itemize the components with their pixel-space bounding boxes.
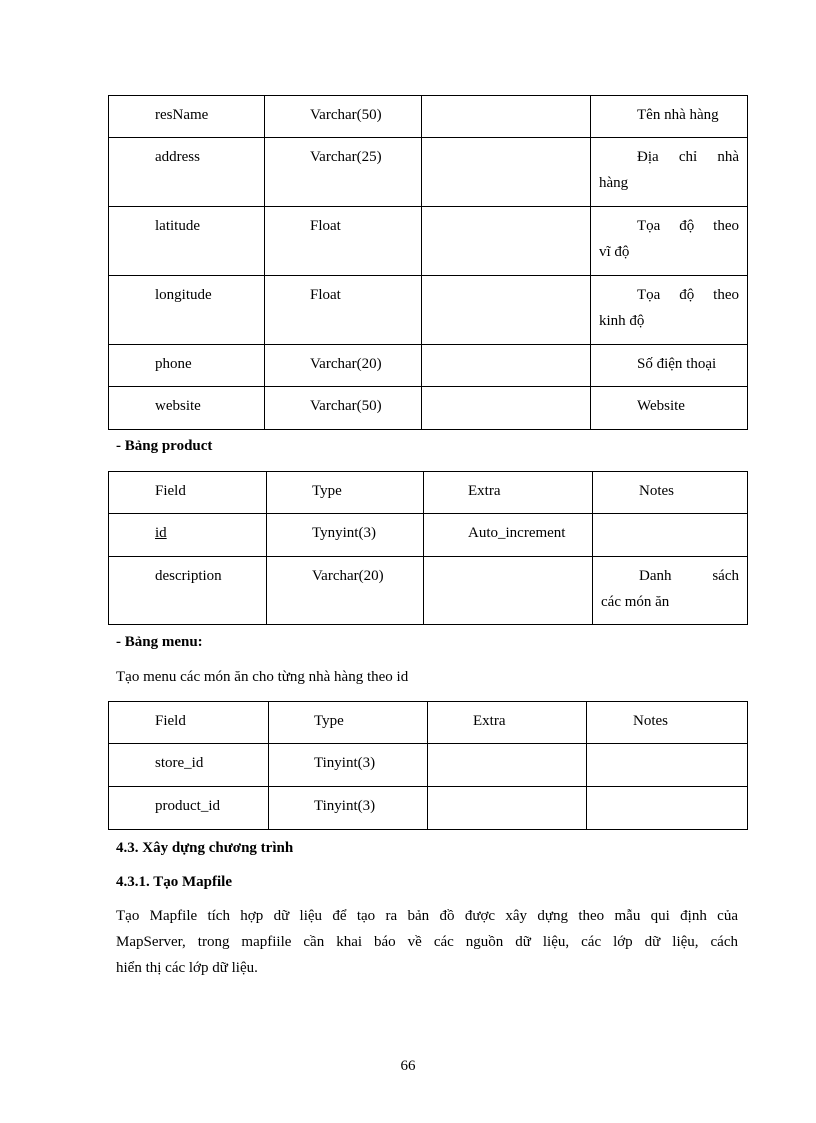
cell-extra — [422, 276, 591, 345]
cell-extra — [422, 96, 591, 138]
header-notes: Notes — [587, 702, 748, 744]
paragraph-line: Tạo Mapfile tích hợp dữ liệu để tạo ra bản đồ được xây dựng theo mẫu qui định của — [116, 908, 738, 924]
cell-field: latitude — [109, 207, 265, 276]
notes-line: Địa chỉ nhà — [637, 149, 739, 165]
cell-notes — [587, 787, 748, 830]
heading-4-3-1: 4.3.1. Tạo Mapfile — [116, 874, 232, 890]
menu-table — [108, 701, 748, 830]
table-row — [109, 387, 748, 430]
cell-notes — [591, 207, 748, 276]
product-table — [108, 471, 748, 625]
cell-notes — [591, 276, 748, 345]
cell-type: Varchar(25) — [265, 138, 422, 207]
header-extra: Extra — [424, 472, 593, 514]
cell-extra — [428, 787, 587, 830]
cell-field: store_id — [109, 744, 269, 787]
table-row — [109, 138, 748, 207]
cell-type: Varchar(20) — [265, 345, 422, 387]
header-type: Type — [267, 472, 424, 514]
cell-field: resName — [109, 96, 265, 138]
table-row — [109, 96, 748, 138]
section-heading-product: - Bảng product — [116, 438, 213, 454]
notes-line: các món ăn — [601, 594, 670, 610]
cell-extra — [422, 387, 591, 430]
paragraph-line: MapServer, trong mapfiile cần khai báo về các nguồn dữ liệu, các lớp dữ liệu, cách — [116, 934, 738, 950]
menu-description: Tạo menu các món ăn cho từng nhà hàng theo id — [116, 669, 409, 685]
section-heading-menu: - Bảng menu: — [116, 634, 203, 650]
cell-type: Float — [265, 207, 422, 276]
header-extra: Extra — [428, 702, 587, 744]
cell-field: longitude — [109, 276, 265, 345]
cell-notes — [593, 514, 748, 557]
cell-notes — [593, 557, 748, 625]
table-row — [109, 514, 748, 557]
cell-extra — [422, 345, 591, 387]
notes-line: Tọa độ theo — [637, 218, 739, 234]
notes-line: Tọa độ theo — [637, 287, 739, 303]
header-field: Field — [109, 472, 267, 514]
notes-line: Danh sách — [639, 568, 739, 584]
cell-extra — [428, 744, 587, 787]
cell-extra — [422, 138, 591, 207]
primary-key-field: id — [155, 525, 167, 541]
cell-type: Tynyint(3) — [267, 514, 424, 557]
cell-notes — [587, 744, 748, 787]
table-row — [109, 557, 748, 625]
heading-4-3: 4.3. Xây dựng chương trình — [116, 840, 294, 856]
cell-notes: Số điện thoại — [591, 345, 748, 387]
restaurant-table — [108, 95, 748, 430]
cell-field: address — [109, 138, 265, 207]
notes-line: kinh độ — [599, 313, 645, 329]
cell-type: Varchar(50) — [265, 96, 422, 138]
cell-extra — [422, 207, 591, 276]
paragraph-line: hiển thị các lớp dữ liệu. — [116, 960, 258, 976]
cell-field: product_id — [109, 787, 269, 830]
table-row — [109, 744, 748, 787]
table-header-row — [109, 472, 748, 514]
cell-type: Varchar(20) — [267, 557, 424, 625]
cell-notes — [591, 138, 748, 207]
cell-field — [109, 514, 267, 557]
header-field: Field — [109, 702, 269, 744]
header-notes: Notes — [593, 472, 748, 514]
mapfile-paragraph — [116, 903, 738, 981]
cell-field: phone — [109, 345, 265, 387]
cell-type: Float — [265, 276, 422, 345]
cell-type: Tinyint(3) — [269, 744, 428, 787]
cell-type: Varchar(50) — [265, 387, 422, 430]
header-type: Type — [269, 702, 428, 744]
page-number: 66 — [400, 1058, 416, 1074]
cell-extra: Auto_increment — [424, 514, 593, 557]
notes-line: vĩ độ — [599, 244, 630, 260]
table-row — [109, 787, 748, 830]
cell-field: website — [109, 387, 265, 430]
table-row — [109, 345, 748, 387]
cell-extra — [424, 557, 593, 625]
cell-field: description — [109, 557, 267, 625]
notes-line: hàng — [599, 175, 629, 191]
cell-type: Tinyint(3) — [269, 787, 428, 830]
table-header-row — [109, 702, 748, 744]
table-row — [109, 207, 748, 276]
cell-notes: Tên nhà hàng — [591, 96, 748, 138]
cell-notes: Website — [591, 387, 748, 430]
table-row — [109, 276, 748, 345]
